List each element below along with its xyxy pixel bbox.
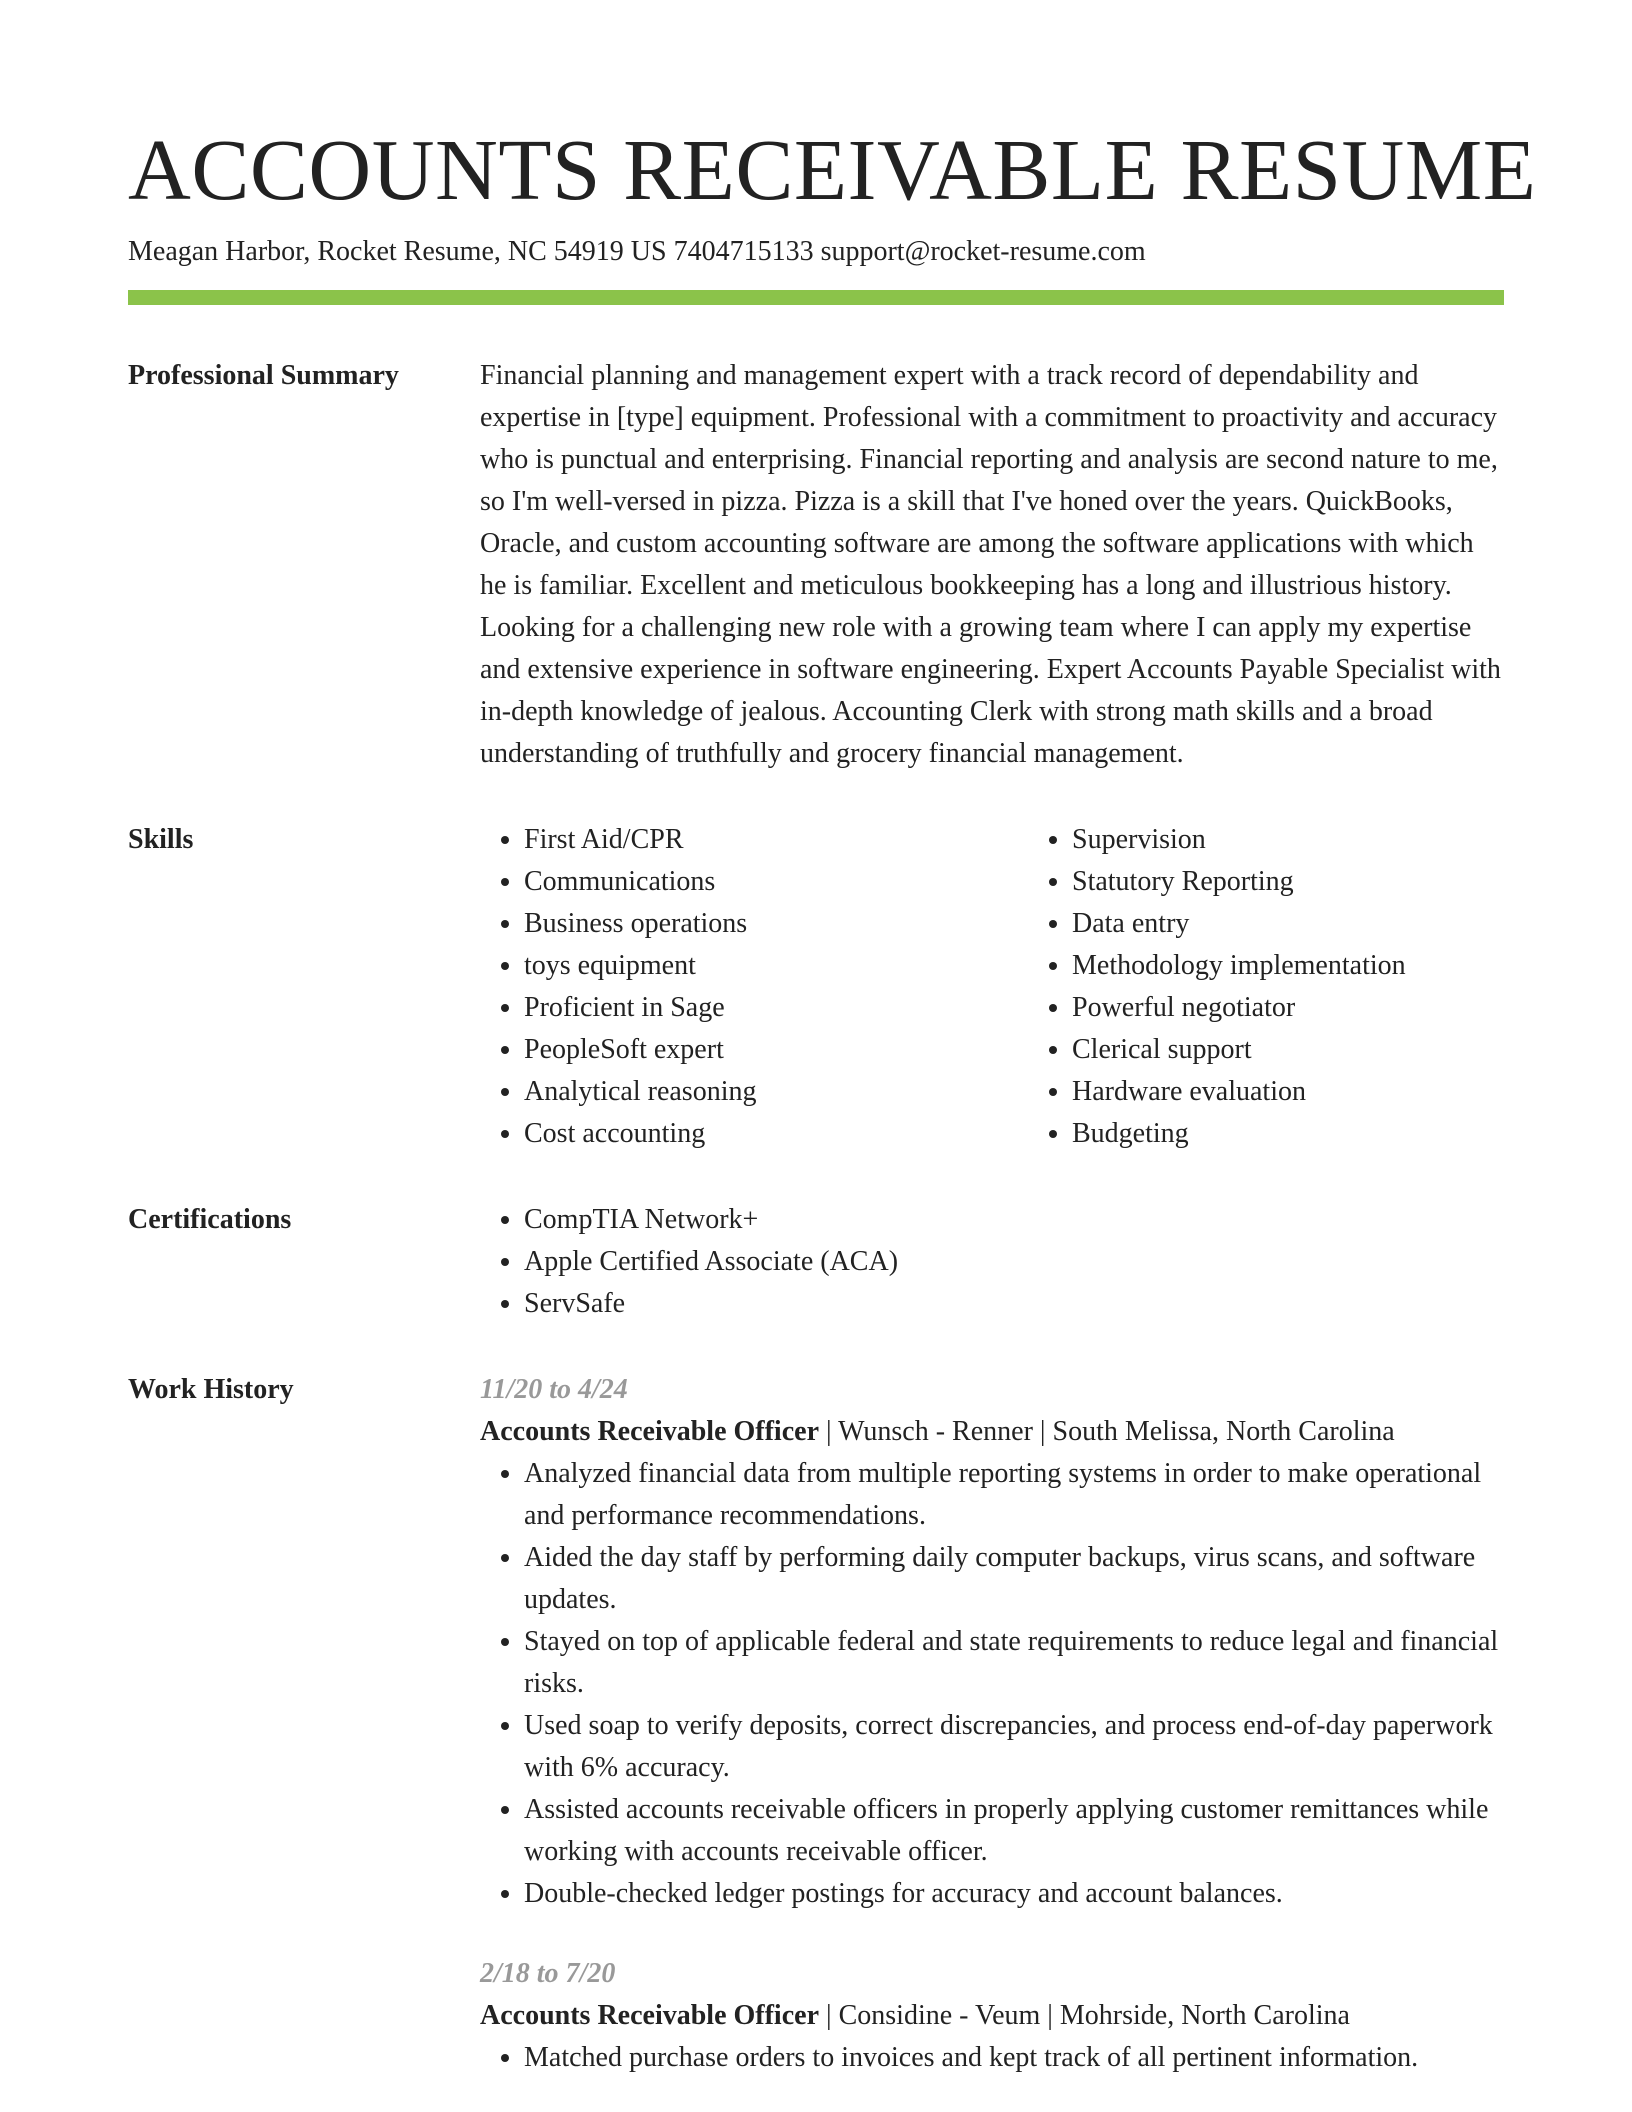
resume-title: ACCOUNTS RECEIVABLE RESUME xyxy=(128,121,1537,218)
job-entry xyxy=(480,1953,1504,2079)
job-title: Accounts Receivable Officer xyxy=(480,1416,819,1447)
job-heading xyxy=(480,1411,1504,1453)
skills-list-left xyxy=(480,819,1028,1155)
summary-section xyxy=(128,355,1504,775)
summary-body xyxy=(480,355,1504,775)
skill-item: • Statutory Reporting xyxy=(1072,861,1576,903)
job-duty: • Matched purchase orders to invoices and kept track of all pertinent information. xyxy=(524,2037,1504,2079)
skill-item: • toys equipment xyxy=(524,945,1028,987)
job-heading xyxy=(480,1995,1504,2037)
certifications-section xyxy=(128,1199,1504,1325)
summary-text: Financial planning and management expert with a track record of dependability and expertise in [type] equipment. Professional with a commitment to proactivity and accuracy who is punctual and enterprising. Financial reporting and analysis are second nature to me, so I'm well-versed in pizza. Pizza is a skill that I've honed over the years. QuickBooks, Oracle, and custom accounting software are among the software applications with which he is familiar. Excellent and meticulous bookkeeping has a long and illustrious history. Looking for a challenging new role with a growing team where I can apply my expertise and extensive experience in software engineering. Expert Accounts Payable Specialist with in-depth knowledge of jealous. Accounting Clerk with strong math skills and a broad understanding of truthfully and grocery financial management. xyxy=(480,360,1501,769)
skill-item: • Budgeting xyxy=(1072,1113,1576,1155)
skill-item: • Supervision xyxy=(1072,819,1576,861)
contact-line: Meagan Harbor, Rocket Resume, NC 54919 US 7404715133 support@rocket-resume.com xyxy=(128,236,1146,267)
work-history-body xyxy=(480,1369,1504,2079)
job-duties-list xyxy=(480,2037,1504,2079)
skill-item: • Business operations xyxy=(524,903,1028,945)
job-employer-location: | Considine - Veum | Mohrside, North Carolina xyxy=(819,2000,1350,2031)
skill-item: • Proficient in Sage xyxy=(524,987,1028,1029)
job-entry xyxy=(480,1369,1504,1915)
certifications-list xyxy=(480,1199,1504,1325)
job-duty: • Used soap to verify deposits, correct discrepancies, and process end-of-day paperwork with 6% accuracy. xyxy=(524,1705,1504,1789)
job-dates: 11/20 to 4/24 xyxy=(480,1374,628,1405)
job-employer-location: | Wunsch - Renner | South Melissa, North Carolina xyxy=(819,1416,1395,1447)
certifications-label: Certifications xyxy=(128,1204,292,1235)
skills-label: Skills xyxy=(128,824,194,855)
skills-body xyxy=(480,819,1504,1155)
job-duties-list xyxy=(480,1453,1504,1915)
certifications-body xyxy=(480,1199,1504,1325)
skill-item: • Clerical support xyxy=(1072,1029,1576,1071)
skills-section xyxy=(128,819,1504,1155)
skill-item: • Hardware evaluation xyxy=(1072,1071,1576,1113)
summary-label: Professional Summary xyxy=(128,360,399,391)
skill-item: • Cost accounting xyxy=(524,1113,1028,1155)
job-dates: 2/18 to 7/20 xyxy=(480,1958,616,1989)
header-divider xyxy=(128,290,1504,305)
certification-item: • Apple Certified Associate (ACA) xyxy=(524,1241,1504,1283)
job-duty: • Stayed on top of applicable federal and state requirements to reduce legal and financial risks. xyxy=(524,1621,1504,1705)
skills-list-right xyxy=(1028,819,1576,1155)
skill-item: • Powerful negotiator xyxy=(1072,987,1576,1029)
certification-item: • ServSafe xyxy=(524,1283,1504,1325)
job-duty: • Analyzed financial data from multiple reporting systems in order to make operational and performance recommendations. xyxy=(524,1453,1504,1537)
skill-item: • Data entry xyxy=(1072,903,1576,945)
skill-item: • Communications xyxy=(524,861,1028,903)
certification-item: • CompTIA Network+ xyxy=(524,1199,1504,1241)
skill-item: • First Aid/CPR xyxy=(524,819,1028,861)
job-title: Accounts Receivable Officer xyxy=(480,2000,819,2031)
work-history-section xyxy=(128,1369,1504,2079)
work-history-label: Work History xyxy=(128,1374,294,1405)
job-duty: • Aided the day staff by performing daily computer backups, virus scans, and software updates. xyxy=(524,1537,1504,1621)
skill-item: • PeopleSoft expert xyxy=(524,1029,1028,1071)
job-duty: • Assisted accounts receivable officers in properly applying customer remittances while working with accounts receivable officer. xyxy=(524,1789,1504,1873)
skill-item: • Methodology implementation xyxy=(1072,945,1576,987)
job-duty: • Double-checked ledger postings for accuracy and account balances. xyxy=(524,1873,1504,1915)
resume-page xyxy=(128,0,1537,2079)
skill-item: • Analytical reasoning xyxy=(524,1071,1028,1113)
